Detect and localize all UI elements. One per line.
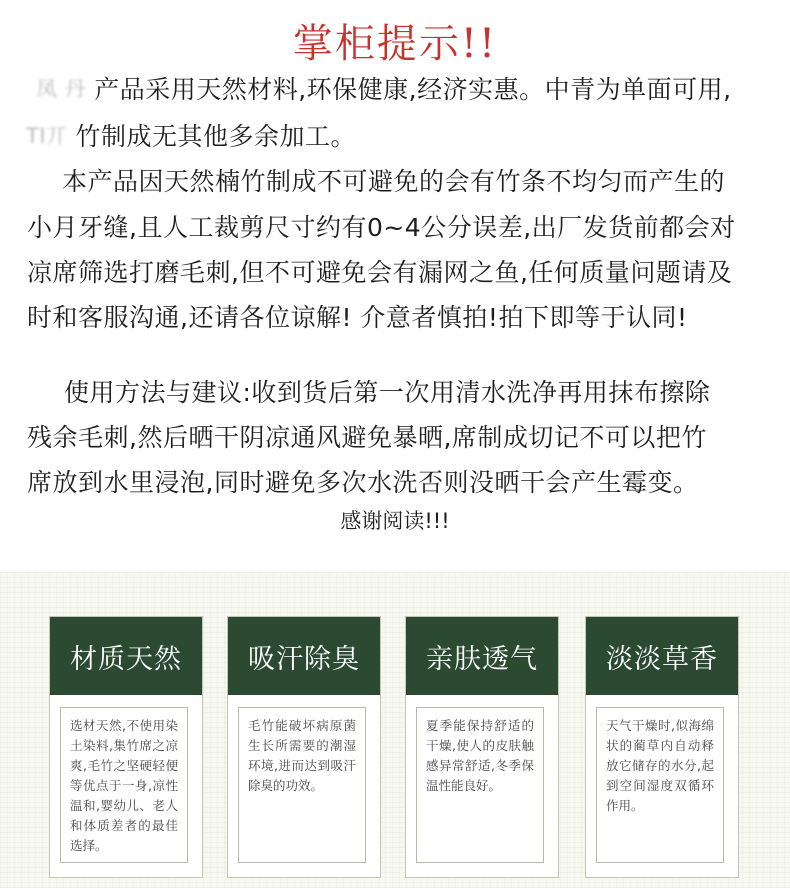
notice-line-5: 凉席筛选打磨毛刺,但不可避免会有漏网之鱼,任何质量问题请及 bbox=[27, 258, 733, 287]
feature-card-deodorize bbox=[227, 616, 381, 878]
blurred-text: TI丌 bbox=[26, 124, 68, 148]
feature-title: 吸汗除臭 bbox=[228, 617, 380, 695]
notice-line-4: 小月牙缝,且人工裁剪尺寸约有0~4公分误差,出厂发货前都会对 bbox=[27, 213, 736, 242]
feature-description: 夏季能保持舒适的干燥,使人的皮肤触感异常舒适,冬季保温性能良好。 bbox=[416, 707, 544, 863]
feature-description: 天气干燥时,似海绵状的蔺草内自动释放它储存的水分,起到空间湿度双循环作用。 bbox=[596, 707, 724, 863]
feature-title: 亲肤透气 bbox=[406, 617, 558, 695]
notice-line-3: 本产品因天然楠竹制成不可避免的会有竹条不均匀而产生的 bbox=[62, 167, 726, 196]
notice-line-7: 使用方法与建议:收到货后第一次用清水洗净再用抹布擦除 bbox=[64, 378, 711, 407]
feature-title: 淡淡草香 bbox=[586, 617, 738, 695]
feature-title: 材质天然 bbox=[50, 617, 202, 695]
feature-card-fragrance bbox=[585, 616, 739, 878]
notice-line-1-text: 产品采用天然材料,环保健康,经济实惠。中青为单面可用, bbox=[94, 75, 732, 104]
feature-card-breathable bbox=[405, 616, 559, 878]
feature-description: 毛竹能破坏病原菌生长所需要的潮湿环境,进而达到吸汗除臭的功效。 bbox=[238, 707, 366, 863]
blurred-text: 凤 丹 bbox=[36, 77, 87, 101]
features-section bbox=[0, 572, 790, 888]
notice-title: 掌柜提示!! bbox=[292, 21, 498, 67]
notice-line-2-text: 竹制成无其他多余加工。 bbox=[75, 122, 357, 151]
notice-line-1 bbox=[36, 70, 732, 106]
notice-line-8: 残余毛刺,然后晒干阴凉通风避免暴晒,席制成切记不可以把竹 bbox=[27, 423, 707, 452]
thanks-text: 感谢阅读!!! bbox=[340, 509, 450, 533]
feature-description: 选材天然,不使用染土染料,集竹席之凉爽,毛竹之坚硬轻便等优点于一身,凉性温和,婴幼儿、老人和体质差者的最佳选择。 bbox=[60, 707, 188, 863]
notice-line-2 bbox=[26, 117, 356, 153]
notice-line-6: 时和客服沟通,还请各位谅解! 介意者慎拍!拍下即等于认同! bbox=[27, 303, 688, 332]
feature-card-natural bbox=[49, 616, 203, 878]
notice-line-9: 席放到水里浸泡,同时避免多次水洗否则没晒干会产生霉变。 bbox=[27, 468, 699, 497]
